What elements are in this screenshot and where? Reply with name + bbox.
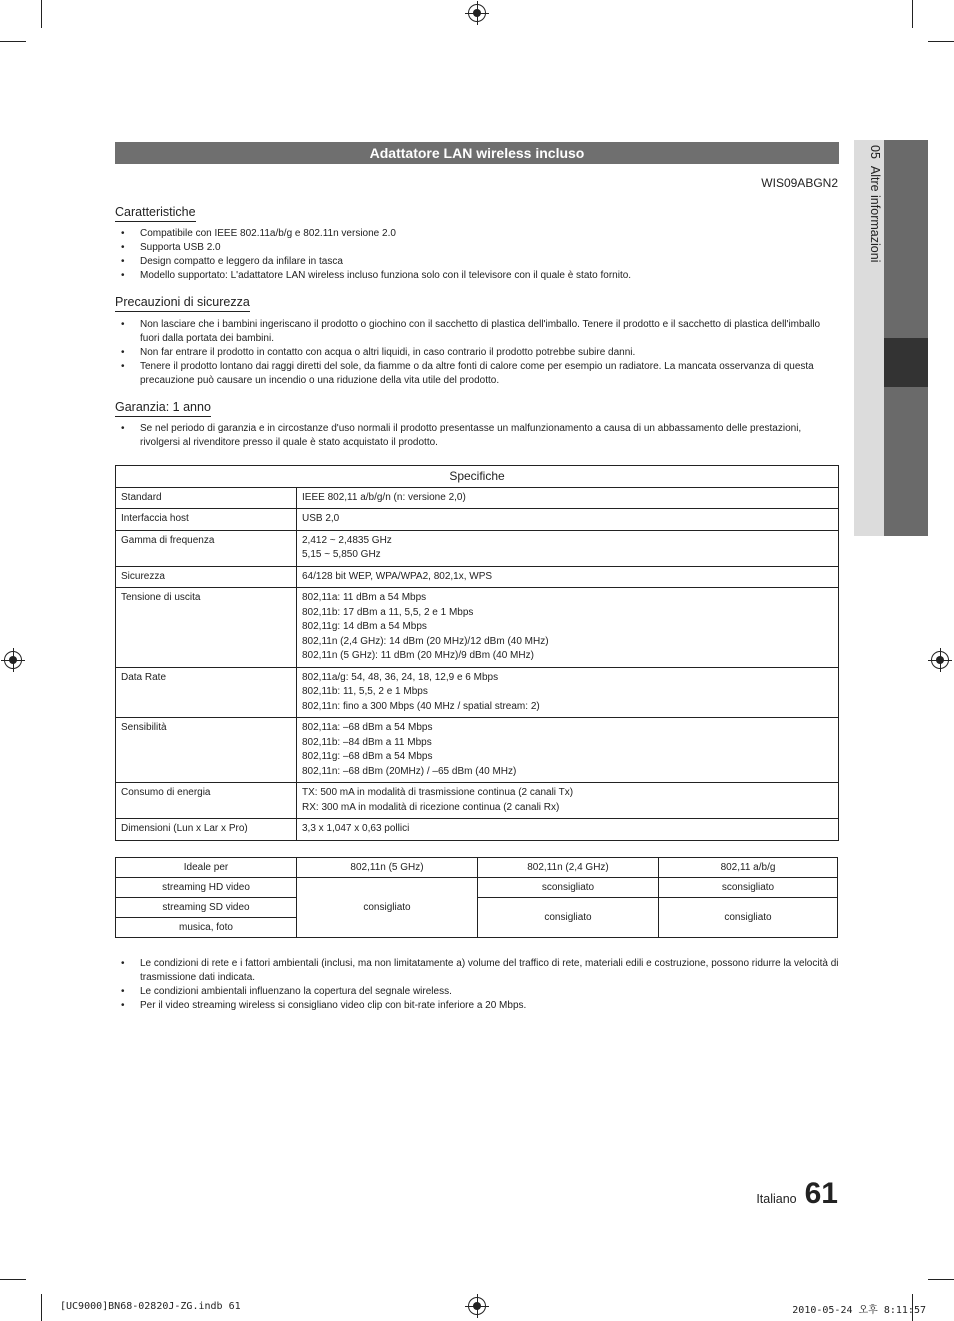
page-number: 61 xyxy=(804,1177,838,1210)
spec-label: Dimensioni (Lun x Lar x Pro) xyxy=(116,819,297,841)
page-title: Adattatore LAN wireless incluso xyxy=(115,142,839,164)
registration-mark-icon xyxy=(468,4,486,22)
table-row xyxy=(116,530,839,566)
crop-mark xyxy=(912,0,913,28)
ideal-cell: sconsigliato xyxy=(478,878,659,898)
spec-value: USB 2,0 xyxy=(297,509,839,531)
crop-mark xyxy=(41,0,42,28)
ideal-header: Ideale per xyxy=(116,858,297,878)
spec-label: Gamma di frequenza xyxy=(116,530,297,566)
crop-mark xyxy=(0,1279,26,1280)
notes-section xyxy=(115,957,839,1013)
ideal-header: 802,11n (2,4 GHz) xyxy=(478,858,659,878)
spec-label: Interfaccia host xyxy=(116,509,297,531)
registration-mark-icon xyxy=(931,651,949,669)
ideal-row-label: streaming SD video xyxy=(116,898,297,918)
list-item: • Le condizioni ambientali influenzano la copertura del segnale wireless. xyxy=(115,985,839,999)
spec-label: Standard xyxy=(116,487,297,509)
page-language: Italiano xyxy=(756,1192,797,1206)
spec-value: IEEE 802,11 a/b/g/n (n: versione 2,0) xyxy=(297,487,839,509)
spec-label: Sicurezza xyxy=(116,566,297,588)
list-item: • Compatibile con IEEE 802.11a/b/g e 802.11n versione 2.0 xyxy=(115,227,839,241)
table-row xyxy=(116,667,839,718)
notes-list xyxy=(115,957,839,1013)
spec-label: Sensibilità xyxy=(116,718,297,783)
ideal-cell: consigliato xyxy=(659,898,838,938)
spec-value: 3,3 x 1,047 x 0,63 pollici xyxy=(297,819,839,841)
list-item: • Le condizioni di rete e i fattori ambientali (inclusi, ma non limitatamente a) volume del traffico di rete, materiali edili e costruzione, possono ridurre la velocità di trasmissione dati indicata. xyxy=(115,957,839,985)
registration-mark-icon xyxy=(4,651,22,669)
spec-label: Tensione di uscita xyxy=(116,588,297,668)
ideal-cell: consigliato xyxy=(297,878,478,938)
chapter-tab-label xyxy=(858,145,882,262)
spec-value: 802,11a/g: 54, 48, 36, 24, 18, 12,9 e 6 Mbps 802,11b: 11, 5,5, 2 e 1 Mbps 802,11n: fino a 300 Mbps (40 MHz / spatial stream: 2) xyxy=(297,667,839,718)
chapter-title: Altre informazioni xyxy=(868,165,882,263)
list-item: • Tenere il prodotto lontano dai raggi diretti del sole, da fiamme o da altre fonti di calore come per esempio un radiatore. La mancata osservanza di questa precauzione può causare un incendio o una riduzione della vita utile del prodotto. xyxy=(115,360,839,388)
list-item: • Modello supportato: L'adattatore LAN wireless incluso funziona solo con il televisore con il quale è stato fornito. xyxy=(115,269,839,283)
ideal-table xyxy=(115,857,838,938)
features-list xyxy=(115,227,839,283)
table-row xyxy=(116,509,839,531)
warranty-heading: Garanzia: 1 anno xyxy=(115,400,211,417)
spec-table-title: Specifiche xyxy=(116,466,839,488)
table-row xyxy=(116,487,839,509)
chapter-tab-marker xyxy=(884,338,928,387)
spec-value: TX: 500 mA in modalità di trasmissione continua (2 canali Tx) RX: 300 mA in modalità di ricezione continua (2 canali Rx) xyxy=(297,783,839,819)
safety-section xyxy=(115,293,839,388)
safety-heading: Precauzioni di sicurezza xyxy=(115,295,250,312)
registration-mark-icon xyxy=(468,1297,486,1315)
list-item: • Non far entrare il prodotto in contatto con acqua o altri liquidi, in caso contrario il prodotto potrebbe subire danni. xyxy=(115,346,839,360)
crop-mark xyxy=(41,1294,42,1321)
ideal-cell: sconsigliato xyxy=(659,878,838,898)
spec-value: 64/128 bit WEP, WPA/WPA2, 802,1x, WPS xyxy=(297,566,839,588)
spec-label: Consumo di energia xyxy=(116,783,297,819)
crop-mark xyxy=(928,1279,954,1280)
ideal-header: 802,11 a/b/g xyxy=(659,858,838,878)
list-item: • Per il video streaming wireless si consigliano video clip con bit-rate inferiore a 20 Mbps. xyxy=(115,999,839,1013)
spec-value: 2,412 ~ 2,4835 GHz 5,15 ~ 5,850 GHz xyxy=(297,530,839,566)
table-row xyxy=(116,588,839,668)
ideal-header: 802,11n (5 GHz) xyxy=(297,858,478,878)
warranty-section xyxy=(115,398,839,450)
model-number: WIS09ABGN2 xyxy=(761,176,838,190)
spec-label: Data Rate xyxy=(116,667,297,718)
crop-mark xyxy=(928,41,954,42)
spec-value: 802,11a: –68 dBm a 54 Mbps 802,11b: –84 dBm a 11 Mbps 802,11g: –68 dBm a 54 Mbps 802,11n: –68 dBm (20MHz) / –65 dBm (40 MHz) xyxy=(297,718,839,783)
spec-value: 802,11a: 11 dBm a 54 Mbps 802,11b: 17 dBm a 11, 5,5, 2 e 1 Mbps 802,11g: 14 dBm a 54 Mbps 802,11n (2,4 GHz): 14 dBm (20 MHz)/12 dBm (40 MHz) 802,11n (5 GHz): 11 dBm (20 MHz)/9 dBm (40 MHz) xyxy=(297,588,839,668)
crop-mark xyxy=(0,41,26,42)
table-row xyxy=(116,783,839,819)
features-section xyxy=(115,203,839,283)
table-row xyxy=(116,819,839,841)
list-item: • Se nel periodo di garanzia e in circostanze d'uso normali il prodotto presentasse un malfunzionamento a causa di un abbassamento delle prestazioni, rivolgersi al rivenditore presso il quale è stato acquistato il prodotto. xyxy=(115,422,839,450)
table-row xyxy=(116,718,839,783)
features-heading: Caratteristiche xyxy=(115,205,196,222)
ideal-row-label: musica, foto xyxy=(116,918,297,938)
spec-table xyxy=(115,465,839,841)
ideal-row-label: streaming HD video xyxy=(116,878,297,898)
footer-file: [UC9000]BN68-02820J-ZG.indb 61 xyxy=(60,1301,241,1312)
footer-date: 2010-05-24 오후 8:11:57 xyxy=(792,1305,926,1316)
list-item: • Supporta USB 2.0 xyxy=(115,241,839,255)
table-row xyxy=(116,566,839,588)
ideal-cell: consigliato xyxy=(478,898,659,938)
safety-list xyxy=(115,318,839,388)
warranty-list xyxy=(115,422,839,450)
list-item: • Non lasciare che i bambini ingeriscano il prodotto o giochino con il sacchetto di plastica dell'imballo. Tenere il prodotto e il sacchetto di plastica dell'imballo fuori dalla portata dei bambini. xyxy=(115,318,839,346)
chapter-number: 05 xyxy=(868,145,882,159)
page-number-block xyxy=(756,1177,838,1211)
list-item: • Design compatto e leggero da infilare in tasca xyxy=(115,255,839,269)
